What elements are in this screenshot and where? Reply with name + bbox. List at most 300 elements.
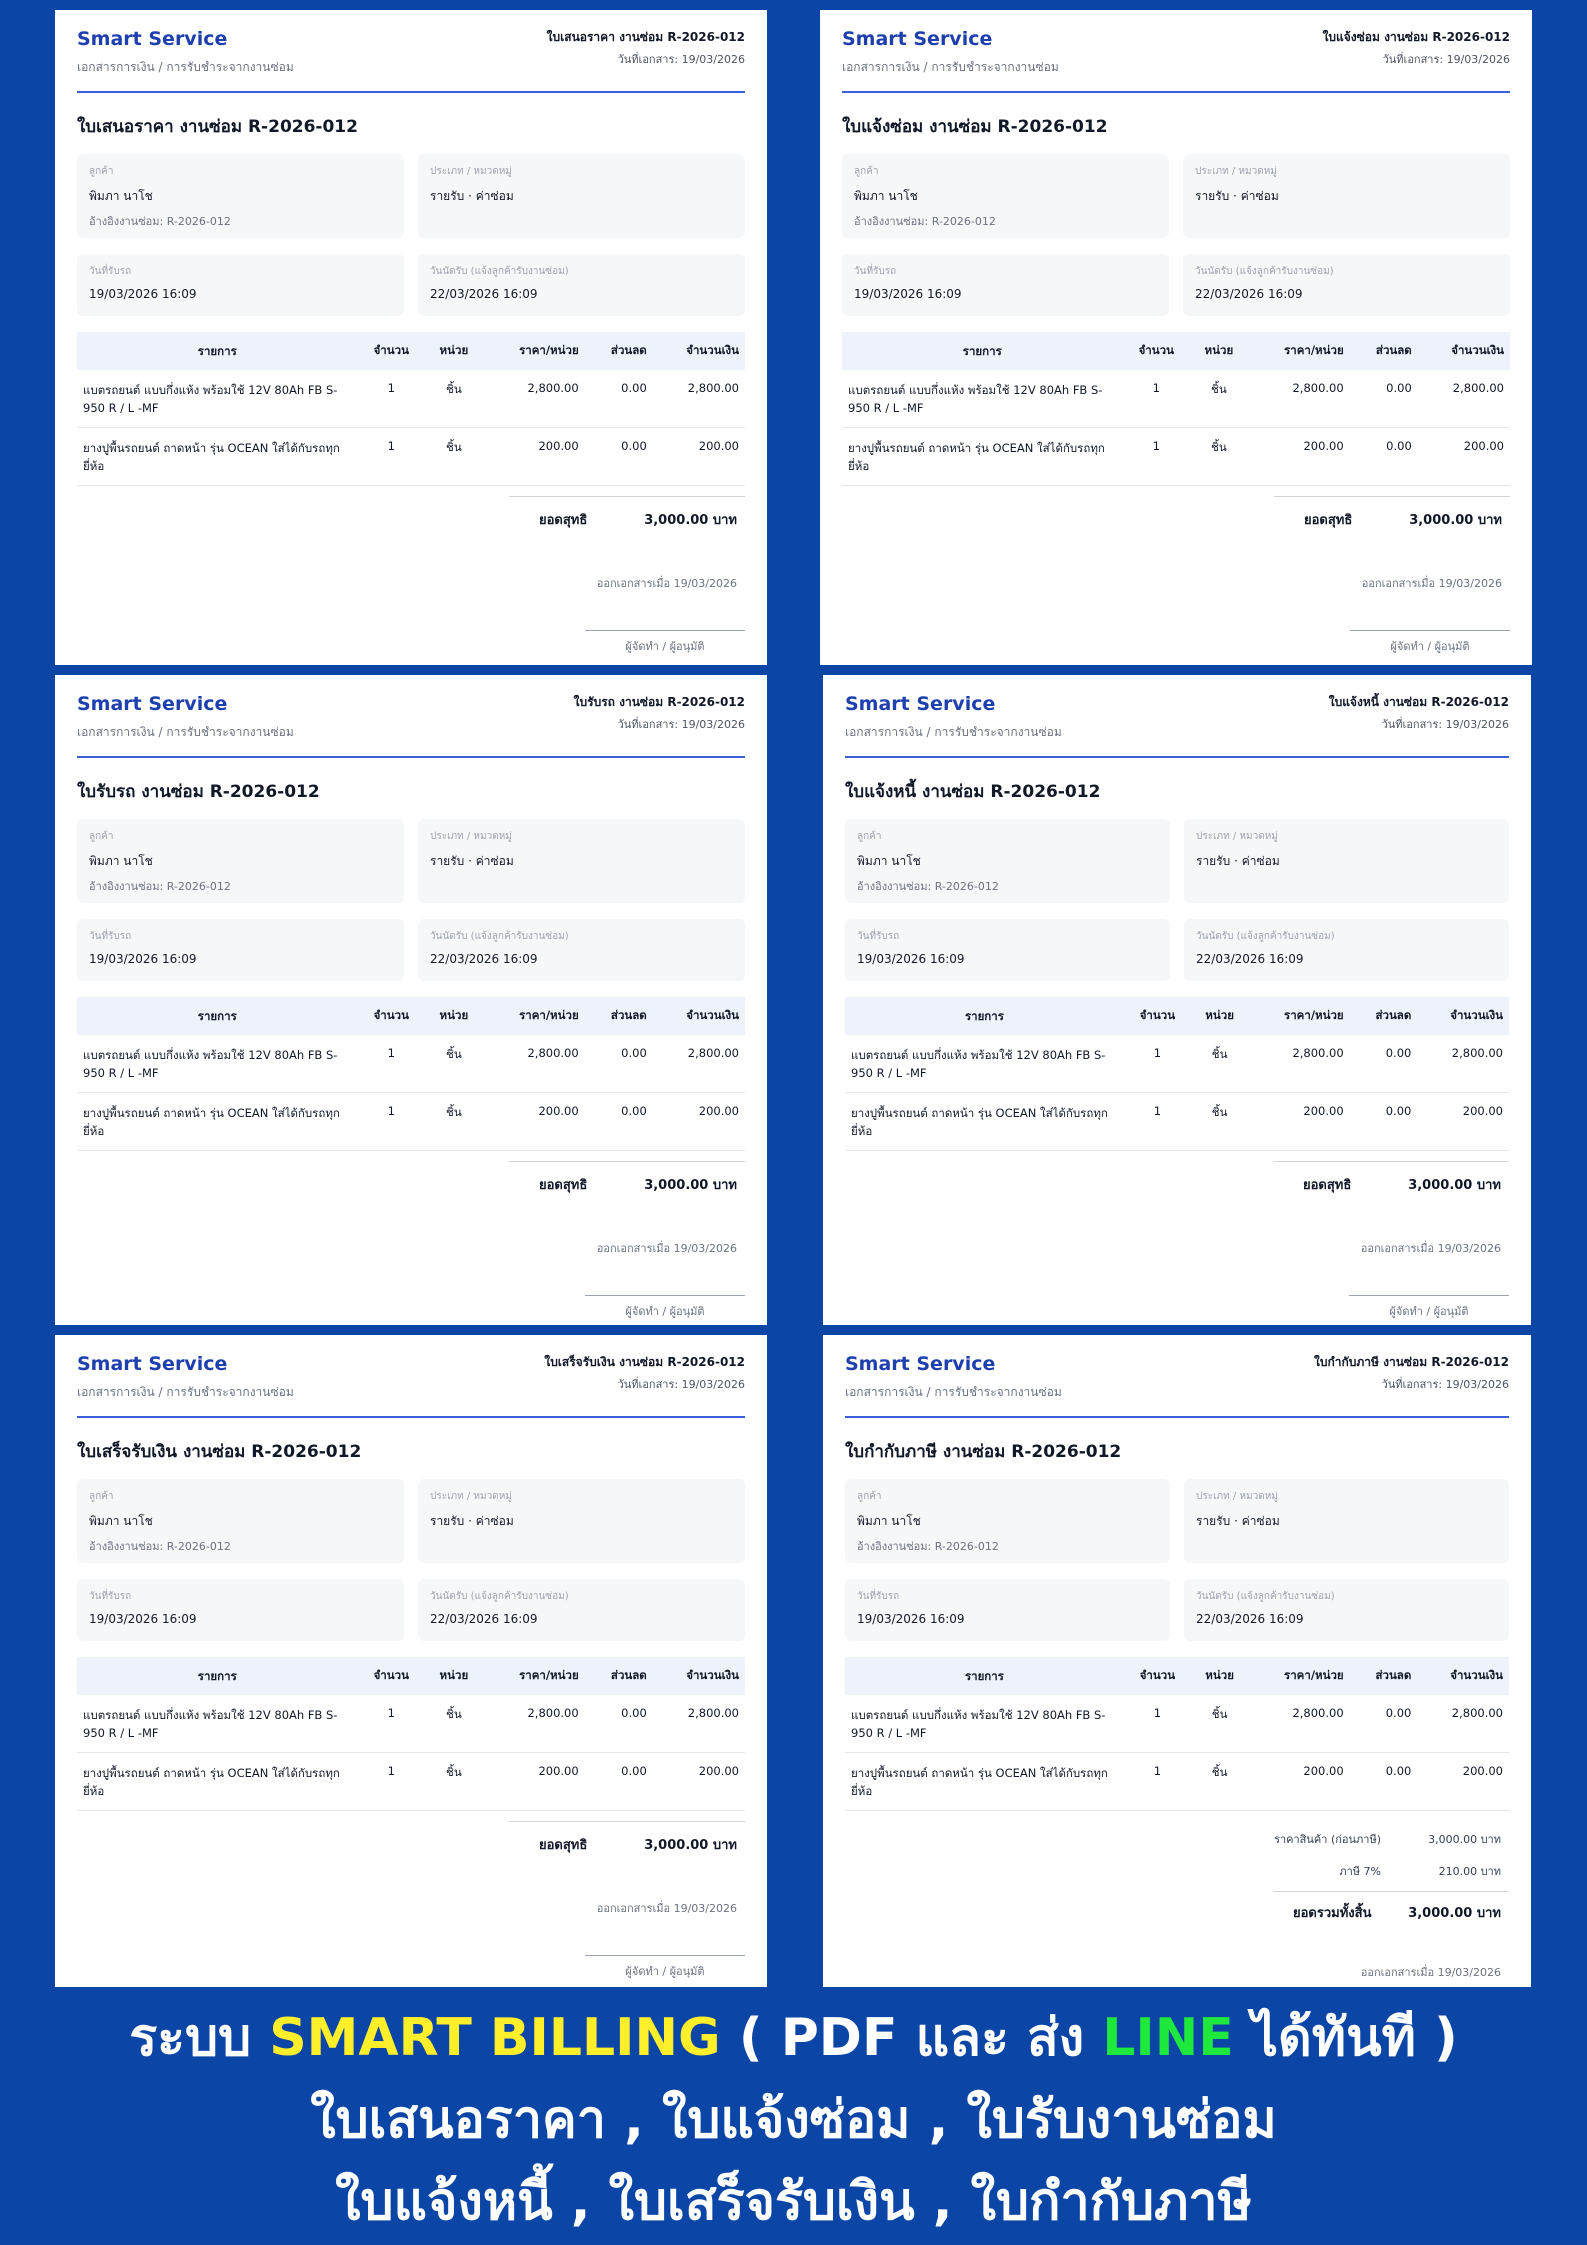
company-subtitle: เอกสารการเงิน / การรับชำระจากงานซ่อม: [77, 60, 294, 74]
col-header: ราคา/หน่วย: [483, 1657, 585, 1695]
repair-notice-document: [820, 10, 1532, 665]
customer-label: ลูกค้า: [857, 831, 882, 842]
receive-date-value: 19/03/2026 16:09: [857, 952, 965, 966]
company-subtitle: เอกสารการเงิน / การรับชำระจากงานซ่อม: [845, 1385, 1062, 1399]
banner-line-3: ใบแจ้งหนี้ , ใบเสร็จรับเงิน , ใบกำกับภาษี: [335, 2172, 1252, 2232]
col-header: จำนวน: [358, 332, 425, 370]
receive-date-label: วันที่รับรถ: [857, 931, 900, 942]
doc-header: [845, 693, 1509, 742]
receive-date-label: วันที่รับรถ: [857, 1591, 900, 1602]
cell-quantity: 1: [1124, 1035, 1191, 1093]
items-table: [845, 997, 1509, 1151]
col-header: รายการ: [77, 332, 358, 370]
document-number: ใบเสร็จรับเงิน งานซ่อม R-2026-012: [544, 1355, 745, 1369]
category-label: ประเภท / หมวดหมู่: [1196, 831, 1278, 842]
receive-date-card: [842, 254, 1169, 316]
cell-unit: ชิ้น: [425, 428, 483, 486]
category-value: รายรับ · ค่าซ่อม: [1196, 1514, 1280, 1528]
table-row: [842, 370, 1510, 428]
cell-unit-price: 2,800.00: [1248, 1695, 1349, 1753]
company-name: Smart Service: [845, 693, 996, 715]
table-row: [842, 428, 1510, 486]
cell-amount: 200.00: [653, 1093, 745, 1151]
col-header: รายการ: [842, 332, 1123, 370]
appointment-date-value: 22/03/2026 16:09: [1196, 1612, 1304, 1626]
col-header: ราคา/หน่วย: [483, 332, 585, 370]
col-header: ราคา/หน่วย: [1248, 332, 1350, 370]
header-divider: [77, 756, 745, 758]
net-total-label: ยอดสุทธิ: [539, 1838, 588, 1853]
net-total-label: ยอดสุทธิ: [1304, 513, 1353, 528]
cell-unit-price: 2,800.00: [1248, 370, 1350, 428]
banner-line-1: [0, 2000, 1587, 2076]
receive-date-value: 19/03/2026 16:09: [89, 287, 197, 301]
cell-unit: ชิ้น: [1191, 1695, 1248, 1753]
signature-line: ผู้จัดทำ / ผู้อนุมัติ: [1350, 630, 1510, 655]
vat-label: ภาษี 7%: [1339, 1865, 1381, 1878]
col-header: ราคา/หน่วย: [1248, 1657, 1349, 1695]
signature-line: ผู้จัดทำ / ผู้อนุมัติ: [585, 630, 745, 655]
cell-discount: 0.00: [585, 1753, 653, 1811]
banner-smart-billing: SMART BILLING: [269, 2008, 721, 2068]
customer-card: [845, 1479, 1170, 1563]
customer-label: ลูกค้า: [89, 1491, 114, 1502]
net-total-value: 3,000.00 บาท: [1409, 513, 1502, 528]
issued-date: ออกเอกสารเมื่อ 19/03/2026: [596, 577, 737, 590]
appointment-date-card: [1184, 1579, 1509, 1641]
receive-date-value: 19/03/2026 16:09: [89, 1612, 197, 1626]
col-header: จำนวนเงิน: [653, 997, 745, 1035]
cell-description: ยางปูพื้นรถยนต์ ถาดหน้า รุ่น OCEAN ใส่ได้กับรถทุกยี่ห้อ: [845, 1753, 1124, 1811]
receive-date-card: [77, 1579, 404, 1641]
document-date: วันที่เอกสาร: 19/03/2026: [617, 1378, 745, 1391]
category-value: รายรับ · ค่าซ่อม: [430, 189, 514, 203]
appointment-date-value: 22/03/2026 16:09: [430, 287, 538, 301]
net-total-value: 3,000.00 บาท: [1408, 1178, 1501, 1193]
company-subtitle: เอกสารการเงิน / การรับชำระจากงานซ่อม: [77, 1385, 294, 1399]
category-label: ประเภท / หมวดหมู่: [1195, 166, 1277, 177]
category-label: ประเภท / หมวดหมู่: [430, 1491, 512, 1502]
cell-amount: 200.00: [1418, 428, 1510, 486]
cell-amount: 200.00: [653, 1753, 745, 1811]
cell-unit: ชิ้น: [425, 1093, 483, 1151]
cell-quantity: 1: [358, 1093, 425, 1151]
cell-amount: 200.00: [1417, 1093, 1509, 1151]
cell-unit: ชิ้น: [1191, 1035, 1248, 1093]
document-date: วันที่เอกสาร: 19/03/2026: [1381, 718, 1509, 731]
col-header: หน่วย: [1191, 997, 1248, 1035]
document-number: ใบรับรถ งานซ่อม R-2026-012: [573, 695, 745, 709]
cell-description: แบตรถยนต์ แบบกึ่งแห้ง พร้อมใช้ 12V 80Ah FB S-950 R / L -MF: [845, 1695, 1124, 1753]
banner-text: ( PDF และ ส่ง: [720, 2008, 1103, 2068]
grand-total-label: ยอดรวมทั้งสิ้น: [1293, 1906, 1372, 1921]
tax-invoice-document: [823, 1335, 1531, 1987]
table-row: [77, 428, 745, 486]
category-label: ประเภท / หมวดหมู่: [1196, 1491, 1278, 1502]
category-label: ประเภท / หมวดหมู่: [430, 166, 512, 177]
customer-card: [77, 154, 404, 238]
cell-quantity: 1: [358, 1695, 425, 1753]
col-header: ราคา/หน่วย: [1248, 997, 1349, 1035]
document-title: ใบเสนอราคา งานซ่อม R-2026-012: [77, 117, 358, 137]
receive-date-label: วันที่รับรถ: [854, 266, 897, 277]
col-header: จำนวนเงิน: [1417, 1657, 1509, 1695]
invoice-document: [823, 675, 1531, 1325]
grand-total: [1273, 1891, 1509, 1923]
net-total-value: 3,000.00 บาท: [644, 1838, 737, 1853]
cell-amount: 2,800.00: [1418, 370, 1510, 428]
cell-discount: 0.00: [1350, 1093, 1418, 1151]
document-title: ใบเสร็จรับเงิน งานซ่อม R-2026-012: [77, 1442, 362, 1462]
receive-date-card: [77, 254, 404, 316]
cell-description: ยางปูพื้นรถยนต์ ถาดหน้า รุ่น OCEAN ใส่ได้กับรถทุกยี่ห้อ: [842, 428, 1123, 486]
category-card: [418, 1479, 745, 1563]
company-subtitle: เอกสารการเงิน / การรับชำระจากงานซ่อม: [845, 725, 1062, 739]
cell-description: แบตรถยนต์ แบบกึ่งแห้ง พร้อมใช้ 12V 80Ah FB S-950 R / L -MF: [842, 370, 1123, 428]
col-header: จำนวนเงิน: [653, 332, 745, 370]
doc-header: [77, 693, 745, 742]
cell-unit: ชิ้น: [425, 1753, 483, 1811]
customer-ref: อ้างอิงงานซ่อม: R-2026-012: [89, 215, 231, 228]
col-header: หน่วย: [425, 1657, 483, 1695]
cell-quantity: 1: [358, 1035, 425, 1093]
cell-discount: 0.00: [585, 1035, 653, 1093]
cell-unit-price: 200.00: [1248, 1753, 1349, 1811]
receive-date-card: [845, 919, 1170, 981]
header-divider: [842, 91, 1510, 93]
customer-name: พิมภา นาโช: [89, 854, 153, 868]
issued-date: ออกเอกสารเมื่อ 19/03/2026: [1361, 577, 1502, 590]
receipt-document: [55, 1335, 767, 1987]
document-title: ใบแจ้งซ่อม งานซ่อม R-2026-012: [842, 117, 1108, 137]
receive-date-value: 19/03/2026 16:09: [857, 1612, 965, 1626]
net-total: [509, 1161, 745, 1195]
appointment-date-card: [1183, 254, 1510, 316]
items-table: [845, 1657, 1509, 1811]
customer-ref: อ้างอิงงานซ่อม: R-2026-012: [854, 215, 996, 228]
receive-date-label: วันที่รับรถ: [89, 931, 132, 942]
items-table: [842, 332, 1510, 486]
net-total-value: 3,000.00 บาท: [644, 1178, 737, 1193]
cell-unit: ชิ้น: [1190, 370, 1248, 428]
col-header: จำนวนเงิน: [1418, 332, 1510, 370]
cell-amount: 200.00: [1417, 1753, 1509, 1811]
net-total: [509, 1821, 745, 1855]
cell-discount: 0.00: [1350, 1695, 1418, 1753]
cell-description: แบตรถยนต์ แบบกึ่งแห้ง พร้อมใช้ 12V 80Ah FB S-950 R / L -MF: [77, 1695, 358, 1753]
table-row: [77, 1035, 745, 1093]
document-title: ใบรับรถ งานซ่อม R-2026-012: [77, 782, 320, 802]
issued-date: ออกเอกสารเมื่อ 19/03/2026: [596, 1242, 737, 1255]
table-row: [77, 370, 745, 428]
cell-amount: 2,800.00: [1417, 1695, 1509, 1753]
receive-date-card: [77, 919, 404, 981]
net-total-label: ยอดสุทธิ: [539, 1178, 588, 1193]
cell-unit-price: 2,800.00: [483, 1695, 585, 1753]
cell-quantity: 1: [358, 1753, 425, 1811]
doc-header: [77, 1353, 745, 1402]
table-row: [845, 1695, 1509, 1753]
net-total: [1273, 1161, 1509, 1195]
company-subtitle: เอกสารการเงิน / การรับชำระจากงานซ่อม: [77, 725, 294, 739]
col-header: หน่วย: [1190, 332, 1248, 370]
receive-date-card: [845, 1579, 1170, 1641]
cell-discount: 0.00: [585, 1093, 653, 1151]
cell-unit-price: 200.00: [1248, 1093, 1349, 1151]
cell-description: ยางปูพื้นรถยนต์ ถาดหน้า รุ่น OCEAN ใส่ได้กับรถทุกยี่ห้อ: [845, 1093, 1124, 1151]
document-date: วันที่เอกสาร: 19/03/2026: [1382, 53, 1510, 66]
appointment-date-label: วันนัดรับ (แจ้งลูกค้ารับงานซ่อม): [1196, 931, 1335, 942]
document-date: วันที่เอกสาร: 19/03/2026: [617, 718, 745, 731]
customer-name: พิมภา นาโช: [857, 1514, 921, 1528]
col-header: ส่วนลด: [585, 997, 653, 1035]
net-total-label: ยอดสุทธิ: [1303, 1178, 1352, 1193]
cell-unit-price: 2,800.00: [1248, 1035, 1349, 1093]
document-number: ใบกำกับภาษี งานซ่อม R-2026-012: [1314, 1355, 1509, 1369]
cell-unit: ชิ้น: [1191, 1753, 1248, 1811]
cell-amount: 2,800.00: [1417, 1035, 1509, 1093]
cell-discount: 0.00: [585, 370, 653, 428]
header-divider: [845, 1416, 1509, 1418]
receive-date-value: 19/03/2026 16:09: [89, 952, 197, 966]
col-header: จำนวน: [358, 1657, 425, 1695]
table-row: [845, 1093, 1509, 1151]
cell-unit: ชิ้น: [425, 1035, 483, 1093]
cell-amount: 200.00: [653, 428, 745, 486]
vehicle-receipt-document: [55, 675, 767, 1325]
cell-description: ยางปูพื้นรถยนต์ ถาดหน้า รุ่น OCEAN ใส่ได้กับรถทุกยี่ห้อ: [77, 1753, 358, 1811]
cell-description: แบตรถยนต์ แบบกึ่งแห้ง พร้อมใช้ 12V 80Ah FB S-950 R / L -MF: [845, 1035, 1124, 1093]
customer-card: [77, 819, 404, 903]
document-number: ใบแจ้งหนี้ งานซ่อม R-2026-012: [1328, 695, 1509, 709]
document-number: ใบเสนอราคา งานซ่อม R-2026-012: [546, 30, 745, 44]
col-header: รายการ: [77, 1657, 358, 1695]
appointment-date-card: [418, 1579, 745, 1641]
net-total-label: ยอดสุทธิ: [539, 513, 588, 528]
customer-card: [77, 1479, 404, 1563]
customer-name: พิมภา นาโช: [854, 189, 918, 203]
company-name: Smart Service: [77, 28, 228, 50]
customer-label: ลูกค้า: [857, 1491, 882, 1502]
customer-label: ลูกค้า: [854, 166, 879, 177]
customer-ref: อ้างอิงงานซ่อม: R-2026-012: [857, 1540, 999, 1553]
doc-header: [77, 28, 745, 77]
cell-quantity: 1: [358, 370, 425, 428]
customer-name: พิมภา นาโช: [857, 854, 921, 868]
category-card: [1183, 154, 1510, 238]
doc-header: [845, 1353, 1509, 1402]
customer-ref: อ้างอิงงานซ่อม: R-2026-012: [89, 1540, 231, 1553]
cell-quantity: 1: [1124, 1093, 1191, 1151]
cell-unit: ชิ้น: [425, 1695, 483, 1753]
customer-ref: อ้างอิงงานซ่อม: R-2026-012: [89, 880, 231, 893]
cell-description: แบตรถยนต์ แบบกึ่งแห้ง พร้อมใช้ 12V 80Ah FB S-950 R / L -MF: [77, 1035, 358, 1093]
document-date: วันที่เอกสาร: 19/03/2026: [1381, 1378, 1509, 1391]
col-header: จำนวน: [1123, 332, 1190, 370]
col-header: รายการ: [845, 997, 1124, 1035]
cell-quantity: 1: [1124, 1695, 1191, 1753]
col-header: หน่วย: [425, 332, 483, 370]
col-header: จำนวนเงิน: [1417, 997, 1509, 1035]
items-table: [77, 1657, 745, 1811]
cell-discount: 0.00: [585, 1695, 653, 1753]
cell-unit-price: 200.00: [483, 428, 585, 486]
banner-text: ได้ทันที ): [1233, 2008, 1458, 2068]
items-table: [77, 332, 745, 486]
appointment-date-label: วันนัดรับ (แจ้งลูกค้ารับงานซ่อม): [430, 931, 569, 942]
cell-discount: 0.00: [1350, 1753, 1418, 1811]
customer-label: ลูกค้า: [89, 166, 114, 177]
banner-line-2: ใบเสนอราคา , ใบแจ้งซ่อม , ใบรับงานซ่อม: [310, 2090, 1277, 2150]
quotation-document: [55, 10, 767, 665]
customer-card: [845, 819, 1170, 903]
cell-unit-price: 200.00: [483, 1753, 585, 1811]
customer-card: [842, 154, 1169, 238]
subtotal-value: 3,000.00 บาท: [1428, 1833, 1501, 1846]
appointment-date-value: 22/03/2026 16:09: [1195, 287, 1303, 301]
appointment-date-label: วันนัดรับ (แจ้งลูกค้ารับงานซ่อม): [1196, 1591, 1335, 1602]
table-header-row: [77, 997, 745, 1035]
cell-description: ยางปูพื้นรถยนต์ ถาดหน้า รุ่น OCEAN ใส่ได้กับรถทุกยี่ห้อ: [77, 1093, 358, 1151]
category-value: รายรับ · ค่าซ่อม: [430, 854, 514, 868]
col-header: หน่วย: [1191, 1657, 1248, 1695]
col-header: จำนวน: [1124, 997, 1191, 1035]
table-row: [845, 1035, 1509, 1093]
tax-summary: [845, 1823, 1509, 1923]
net-total: [1274, 496, 1510, 530]
col-header: ส่วนลด: [585, 332, 653, 370]
appointment-date-value: 22/03/2026 16:09: [430, 1612, 538, 1626]
cell-unit: ชิ้น: [1190, 428, 1248, 486]
items-table: [77, 997, 745, 1151]
table-header-row: [845, 997, 1509, 1035]
customer-label: ลูกค้า: [89, 831, 114, 842]
col-header: จำนวนเงิน: [653, 1657, 745, 1695]
cell-unit-price: 200.00: [1248, 428, 1350, 486]
document-title: ใบกำกับภาษี งานซ่อม R-2026-012: [845, 1442, 1122, 1462]
table-header-row: [77, 332, 745, 370]
table-header-row: [842, 332, 1510, 370]
category-value: รายรับ · ค่าซ่อม: [1196, 854, 1280, 868]
cell-discount: 0.00: [1350, 370, 1418, 428]
company-name: Smart Service: [77, 1353, 228, 1375]
company-name: Smart Service: [845, 1353, 996, 1375]
document-number: ใบแจ้งซ่อม งานซ่อม R-2026-012: [1322, 30, 1510, 44]
category-label: ประเภท / หมวดหมู่: [430, 831, 512, 842]
category-card: [418, 154, 745, 238]
table-row: [77, 1753, 745, 1811]
header-divider: [845, 756, 1509, 758]
appointment-date-value: 22/03/2026 16:09: [1196, 952, 1304, 966]
customer-name: พิมภา นาโช: [89, 189, 153, 203]
grand-total-value: 3,000.00 บาท: [1408, 1906, 1501, 1921]
signature-line: ผู้จัดทำ / ผู้อนุมัติ: [585, 1955, 745, 1980]
cell-discount: 0.00: [1350, 428, 1418, 486]
cell-description: แบตรถยนต์ แบบกึ่งแห้ง พร้อมใช้ 12V 80Ah FB S-950 R / L -MF: [77, 370, 358, 428]
category-value: รายรับ · ค่าซ่อม: [430, 1514, 514, 1528]
category-card: [1184, 819, 1509, 903]
issued-date: ออกเอกสารเมื่อ 19/03/2026: [1360, 1242, 1501, 1255]
table-row: [845, 1753, 1509, 1811]
subtotal-label: ราคาสินค้า (ก่อนภาษี): [1274, 1833, 1381, 1846]
cell-amount: 2,800.00: [653, 1695, 745, 1753]
cell-discount: 0.00: [585, 428, 653, 486]
company-subtitle: เอกสารการเงิน / การรับชำระจากงานซ่อม: [842, 60, 1059, 74]
cell-amount: 2,800.00: [653, 370, 745, 428]
company-name: Smart Service: [842, 28, 993, 50]
company-name: Smart Service: [77, 693, 228, 715]
col-header: รายการ: [845, 1657, 1124, 1695]
cell-unit: ชิ้น: [1191, 1093, 1248, 1151]
table-row: [77, 1695, 745, 1753]
table-row: [77, 1093, 745, 1151]
col-header: ราคา/หน่วย: [483, 997, 585, 1035]
net-total: [509, 496, 745, 530]
col-header: ส่วนลด: [585, 1657, 653, 1695]
cell-discount: 0.00: [1350, 1035, 1418, 1093]
cell-quantity: 1: [1123, 428, 1190, 486]
col-header: รายการ: [77, 997, 358, 1035]
table-header-row: [77, 1657, 745, 1695]
net-total-value: 3,000.00 บาท: [644, 513, 737, 528]
doc-header: [842, 28, 1510, 77]
cell-unit-price: 2,800.00: [483, 370, 585, 428]
col-header: ส่วนลด: [1350, 997, 1418, 1035]
vat-value: 210.00 บาท: [1438, 1865, 1501, 1878]
appointment-date-label: วันนัดรับ (แจ้งลูกค้ารับงานซ่อม): [1195, 266, 1334, 277]
issued-date: ออกเอกสารเมื่อ 19/03/2026: [596, 1902, 737, 1915]
category-card: [418, 819, 745, 903]
receive-date-label: วันที่รับรถ: [89, 266, 132, 277]
category-card: [1184, 1479, 1509, 1563]
cell-unit-price: 2,800.00: [483, 1035, 585, 1093]
col-header: จำนวน: [1124, 1657, 1191, 1695]
document-title: ใบแจ้งหนี้ งานซ่อม R-2026-012: [845, 782, 1101, 802]
appointment-date-value: 22/03/2026 16:09: [430, 952, 538, 966]
appointment-date-card: [1184, 919, 1509, 981]
banner-text: ระบบ: [129, 2008, 270, 2068]
issued-date: ออกเอกสารเมื่อ 19/03/2026: [1360, 1966, 1501, 1979]
col-header: หน่วย: [425, 997, 483, 1035]
appointment-date-label: วันนัดรับ (แจ้งลูกค้ารับงานซ่อม): [430, 1591, 569, 1602]
receive-date-value: 19/03/2026 16:09: [854, 287, 962, 301]
table-header-row: [845, 1657, 1509, 1695]
cell-quantity: 1: [358, 428, 425, 486]
customer-name: พิมภา นาโช: [89, 1514, 153, 1528]
col-header: จำนวน: [358, 997, 425, 1035]
category-value: รายรับ · ค่าซ่อม: [1195, 189, 1279, 203]
appointment-date-card: [418, 254, 745, 316]
header-divider: [77, 91, 745, 93]
cell-description: ยางปูพื้นรถยนต์ ถาดหน้า รุ่น OCEAN ใส่ได้กับรถทุกยี่ห้อ: [77, 428, 358, 486]
cell-unit: ชิ้น: [425, 370, 483, 428]
document-date: วันที่เอกสาร: 19/03/2026: [617, 53, 745, 66]
customer-ref: อ้างอิงงานซ่อม: R-2026-012: [857, 880, 999, 893]
appointment-date-label: วันนัดรับ (แจ้งลูกค้ารับงานซ่อม): [430, 266, 569, 277]
cell-amount: 2,800.00: [653, 1035, 745, 1093]
cell-unit-price: 200.00: [483, 1093, 585, 1151]
banner-line-word: LINE: [1102, 2008, 1234, 2068]
signature-line: ผู้จัดทำ / ผู้อนุมัติ: [1349, 1295, 1509, 1320]
cell-quantity: 1: [1123, 370, 1190, 428]
cell-quantity: 1: [1124, 1753, 1191, 1811]
signature-line: ผู้จัดทำ / ผู้อนุมัติ: [585, 1295, 745, 1320]
header-divider: [77, 1416, 745, 1418]
receive-date-label: วันที่รับรถ: [89, 1591, 132, 1602]
col-header: ส่วนลด: [1350, 332, 1418, 370]
col-header: ส่วนลด: [1350, 1657, 1418, 1695]
appointment-date-card: [418, 919, 745, 981]
